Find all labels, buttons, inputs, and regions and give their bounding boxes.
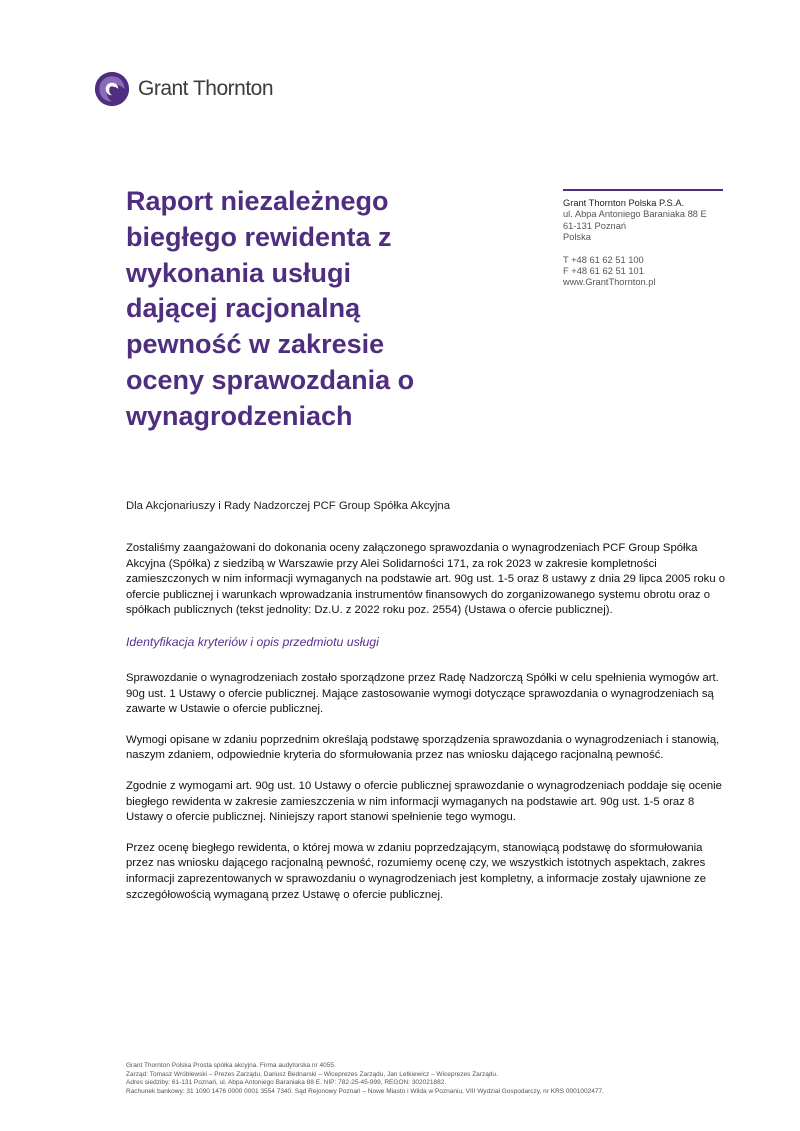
paragraph-legal-requirement: Zgodnie z wymogami art. 90g ust. 10 Ustawy o ofercie publicznej sprawozdanie o wynagrodzeniach poddaje się ocenie biegłego rewidenta w zakresie zamieszczenia w nim informacji wymaganych na podstawie art. 90g ust. 1-5 oraz 8 Ustawy o ofercie publicznej. Niniejszy raport stanowi spełnienie tego wymogu. — [126, 779, 722, 824]
address-city: 61-131 Poznań — [563, 220, 627, 231]
footer-line: Adres siedziby: 61-131 Poznań, ul. Abpa Antoniego Baraniaka 88 E. NIP: 782-25-45-999, REGON: 302021882. — [126, 1079, 447, 1087]
paragraph-assessment-definition: Przez ocenę biegłego rewidenta, o której mowa w zdaniu poprzedzającym, stanowiącą podstawę do sformułowania przez nas wniosku dającego racjonalną pewność, rozumiemy ocenę czy, we wszystkich istotnych aspektach, zakres informacji zaprezentowanych w sprawozdaniu o wynagrodzeniach jest kompletny, a informacje zostały ujawnione ze szczegółowością wymaganą przez Ustawę o ofercie publicznej. — [126, 841, 706, 901]
phone-number: T +48 61 62 51 100 — [563, 254, 644, 265]
page-footer — [126, 1062, 746, 1096]
paragraph-criteria: Wymogi opisane w zdaniu poprzednim określają podstawę sporządzenia sprawozdania o wynagrodzeniach i stanowią, naszym zdaniem, odpowiednie kryteria do sformułowania przez nas wniosku dającego racjonalną pewność. — [126, 733, 720, 762]
logo-text: Grant Thornton — [138, 77, 274, 100]
firm-name: Grant Thornton Polska P.S.A. — [563, 198, 685, 208]
fax-number: F +48 61 62 51 101 — [563, 266, 644, 277]
footer-line: Grant Thornton Polska Prosta spółka akcyjna. Firma audytorska nr 4055. — [126, 1062, 336, 1069]
report-body — [126, 541, 730, 918]
grant-thornton-swirl-icon — [94, 71, 130, 107]
address-country: Polska — [563, 232, 591, 243]
paragraph-report-purpose: Sprawozdanie o wynagrodzeniach zostało sporządzone przez Radę Nadzorczą Spółki w celu spełnienia wymogów art. 90g ust. 1 Ustawy o ofercie publicznej. Mające zastosowanie wymogi dotyczące sprawozdania o wynagrodzeniach są zawarte w Ustawie o ofercie publicznej. — [126, 671, 719, 716]
company-logo — [94, 71, 273, 107]
footer-line: Rachunek bankowy: 31 1090 1476 0000 0001 3554 7340. Sąd Rejonowy Poznań – Nowe Miasto i Wilda w Poznaniu, VIII Wydział Gospodarczy, nr KRS 0001002477. — [126, 1087, 604, 1095]
firm-address-block — [563, 189, 723, 289]
addressee-line: Dla Akcjonariuszy i Rady Nadzorczej PCF Group Spółka Akcyjna — [126, 500, 450, 512]
website-link[interactable]: www.GrantThornton.pl — [563, 277, 656, 288]
intro-paragraph: Zostaliśmy zaangażowani do dokonania oceny załączonego sprawozdania o wynagrodzeniach PCF Group Spółka Akcyjna (Spółka) z siedzibą w Warszawie przy Alei Solidarności 171, za rok 2023 w zakresie kompletności zamieszczonych w nim informacji wymaganych na podstawie art. 90g ust. 1-5 oraz 8 ustawy z dnia 29 lipca 2005 roku o ofercie publicznej i warunkach wprowadzania instrumentów finansowych do zorganizowanego systemu obrotu oraz o spółkach publicznych (tekst jednolity: Dz.U. z 2022 roku poz. 2554) (Ustawa o ofercie publicznej). — [126, 542, 726, 617]
address-street: ul. Abpa Antoniego Baraniaka 88 E — [563, 209, 707, 220]
section-heading-criteria: Identyfikacja kryteriów i opis przedmiotu usługi — [126, 634, 379, 649]
footer-line: Zarząd: Tomasz Wróblewski – Prezes Zarządu, Dariusz Bednarski – Wiceprezes Zarządu, Jan Letkiewicz – Wiceprezes Zarządu. — [126, 1070, 498, 1078]
report-title: Raport niezależnego biegłego rewidenta z wykonania usługi dającej racjonalną pewność w zakresie oceny sprawozdania o wynagrodzeniach — [126, 186, 415, 431]
